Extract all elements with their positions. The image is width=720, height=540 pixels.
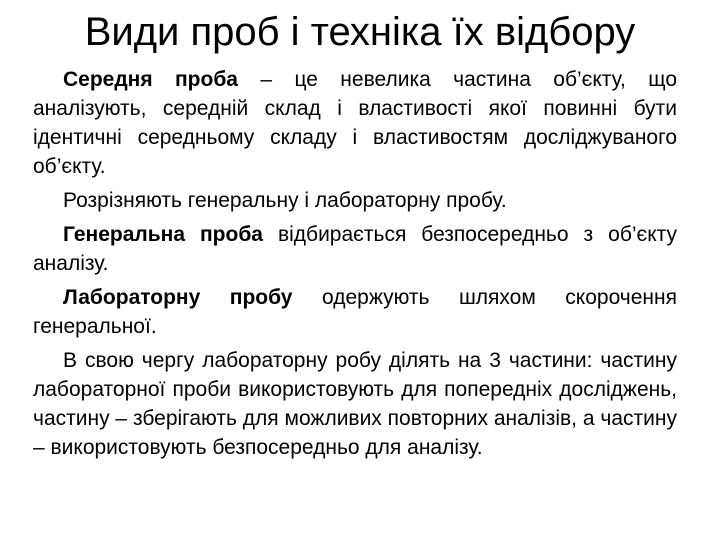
term-general-sample: Генеральна проба <box>63 223 263 246</box>
term-laboratory-sample: Лабораторну пробу <box>63 286 293 309</box>
paragraph-sample-types <box>33 186 677 215</box>
sample-division-text: В свою чергу лабораторну робу ділять на 3 частини: частину лабораторної проби використовують для попередніх досліджень, частину – зберігають для можливих повторних аналізів, а частину – використовують безпосередньо для аналізу. <box>33 349 677 459</box>
slide-title: Види проб і техніка їх відбору <box>84 10 636 54</box>
paragraph-laboratory-sample <box>33 283 677 341</box>
definition-laboratory-sample: одержують шляхом скорочення генеральної. <box>33 286 677 338</box>
sample-types-text: Розрізняють генеральну і лабораторну пробу. <box>63 189 507 212</box>
definition-general-sample: відбирається безпосередньо з об’єкту аналізу. <box>33 223 678 275</box>
definition-average-sample: – це невелика частина об’єкту, що аналізують, середній склад і властивості якої повинні бути ідентичні середньому складу і властивостям досліджуваного об’єкту. <box>33 68 677 178</box>
term-average-sample: Середня проба <box>63 68 238 91</box>
slide-body <box>33 65 677 467</box>
paragraph-sample-division <box>33 346 677 462</box>
paragraph-average-sample <box>33 65 677 181</box>
paragraph-general-sample <box>33 220 677 278</box>
